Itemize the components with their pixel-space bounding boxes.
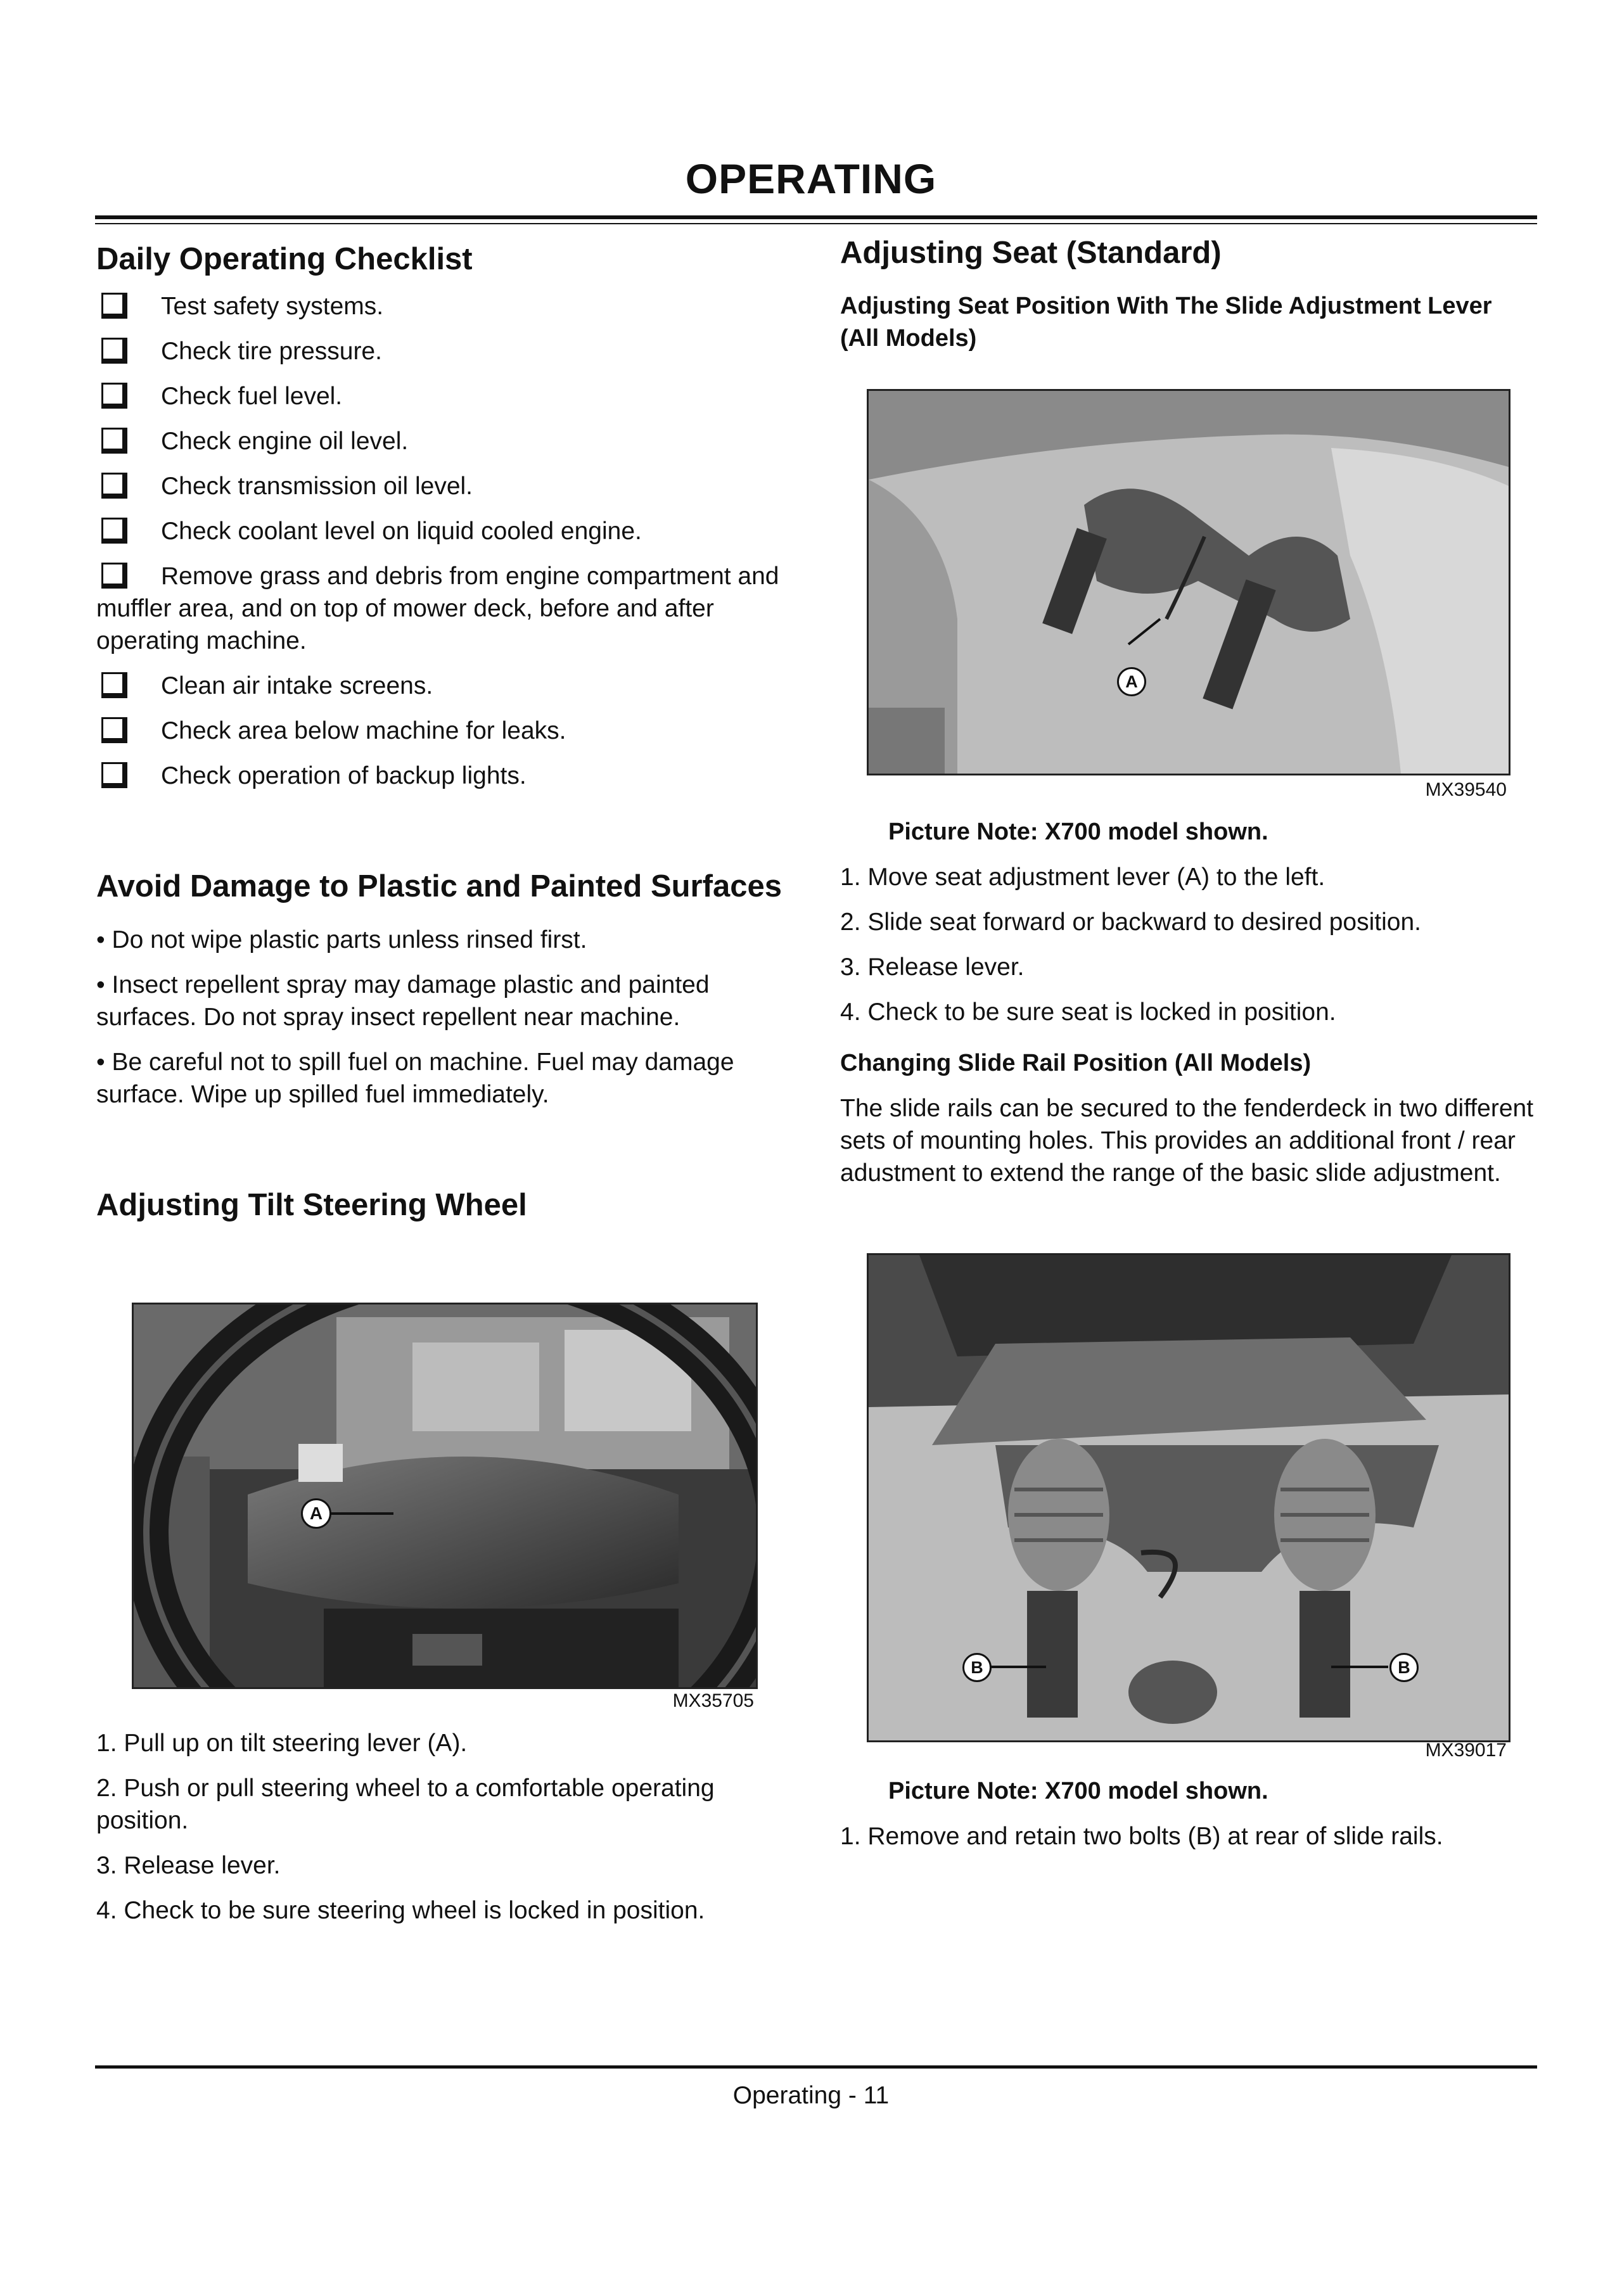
adjusting-seat-heading: Adjusting Seat (Standard) [840,236,1222,270]
checklist-item: Check engine oil level. [96,425,793,457]
tilt-step: 2. Push or pull steering wheel to a comfortable operating position. [96,1775,715,1834]
checklist-item: Check operation of backup lights. [96,760,793,792]
avoid-item: • Do not wipe plastic parts unless rinsed first. [96,926,587,953]
callout-b-right: B [1389,1653,1419,1682]
seat-step: 2. Slide seat forward or backward to desired position. [840,909,1421,936]
seat-steps-block [840,816,1537,1189]
picture-note: Picture Note: X700 model shown. [888,1778,1268,1804]
checkbox-icon [101,518,127,544]
checklist-item: Check coolant level on liquid cooled engine. [96,515,793,547]
checkbox-icon [101,428,127,454]
seat-subheading: Adjusting Seat Position With The Slide Adjustment Lever (All Models) [840,293,1492,352]
left-column [96,241,793,1223]
checklist-item: Test safety systems. [96,290,793,322]
figure-code: MX35705 [672,1690,754,1711]
slide-rail-photo [867,1253,1510,1742]
figure-code: MX39540 [1425,779,1507,800]
checklist-item: Remove grass and debris from engine compartment and muffler area, and on top of mower deck, before and after operating machine. [96,563,779,654]
header-rule-thin [95,223,1537,224]
checklist-item: Check tire pressure. [96,335,793,367]
picture-note: Picture Note: X700 model shown. [888,819,1268,845]
checkbox-icon [101,473,127,499]
slide-rail-text: The slide rails can be secured to the fenderdeck in two different sets of mounting holes. This provides an additional front / rear adustment to extend the range of the basic slide adjustment. [840,1095,1534,1187]
callout-a: A [1117,667,1146,696]
checkbox-icon [101,563,127,589]
seat-step: 1. Move seat adjustment lever (A) to the left. [840,864,1325,891]
checklist-item: Clean air intake screens. [96,670,793,702]
seat-step: 4. Check to be sure seat is locked in position. [840,998,1336,1026]
tilt-steps [96,1727,793,1927]
page-footer: Operating - 11 [732,2082,890,2109]
rail-steps-block [840,1775,1537,1853]
checkbox-icon [101,672,127,698]
checklist-item: Check area below machine for leaks. [96,715,793,747]
checkbox-icon [101,383,127,409]
callout-b-left: B [962,1653,992,1682]
seat-lever-photo [867,389,1510,775]
checkbox-icon [101,338,127,364]
tilt-step: 3. Release lever. [96,1852,281,1879]
slide-rail-subheading: Changing Slide Rail Position (All Models) [840,1050,1312,1076]
rail-step: 1. Remove and retain two bolts (B) at rear of slide rails. [840,1823,1443,1850]
avoid-damage-heading: Avoid Damage to Plastic and Painted Surfaces [96,869,782,903]
seat-step: 3. Release lever. [840,953,1025,981]
avoid-item: • Insect repellent spray may damage plastic and painted surfaces. Do not spray insect repellent near machine. [96,971,710,1031]
tilt-step: 4. Check to be sure steering wheel is locked in position. [96,1897,705,1924]
checklist-item: Check fuel level. [96,380,793,412]
header-rule-thick [95,215,1537,219]
footer-rule [95,2065,1537,2069]
right-column [840,234,1537,355]
checkbox-icon [101,717,127,743]
figure-code: MX39017 [1425,1740,1507,1761]
page-title: OPERATING [685,155,937,202]
checklist-item: Check transmission oil level. [96,470,793,502]
callout-a: A [301,1498,331,1529]
checkbox-icon [101,762,127,788]
tilt-step: 1. Pull up on tilt steering lever (A). [96,1730,468,1757]
tilt-steering-heading: Adjusting Tilt Steering Wheel [96,1188,527,1222]
avoid-item: • Be careful not to spill fuel on machine. Fuel may damage surface. Wipe up spilled fuel immediately. [96,1049,734,1108]
checkbox-icon [101,293,127,319]
steering-wheel-photo [132,1303,758,1689]
checklist-heading: Daily Operating Checklist [96,242,473,276]
